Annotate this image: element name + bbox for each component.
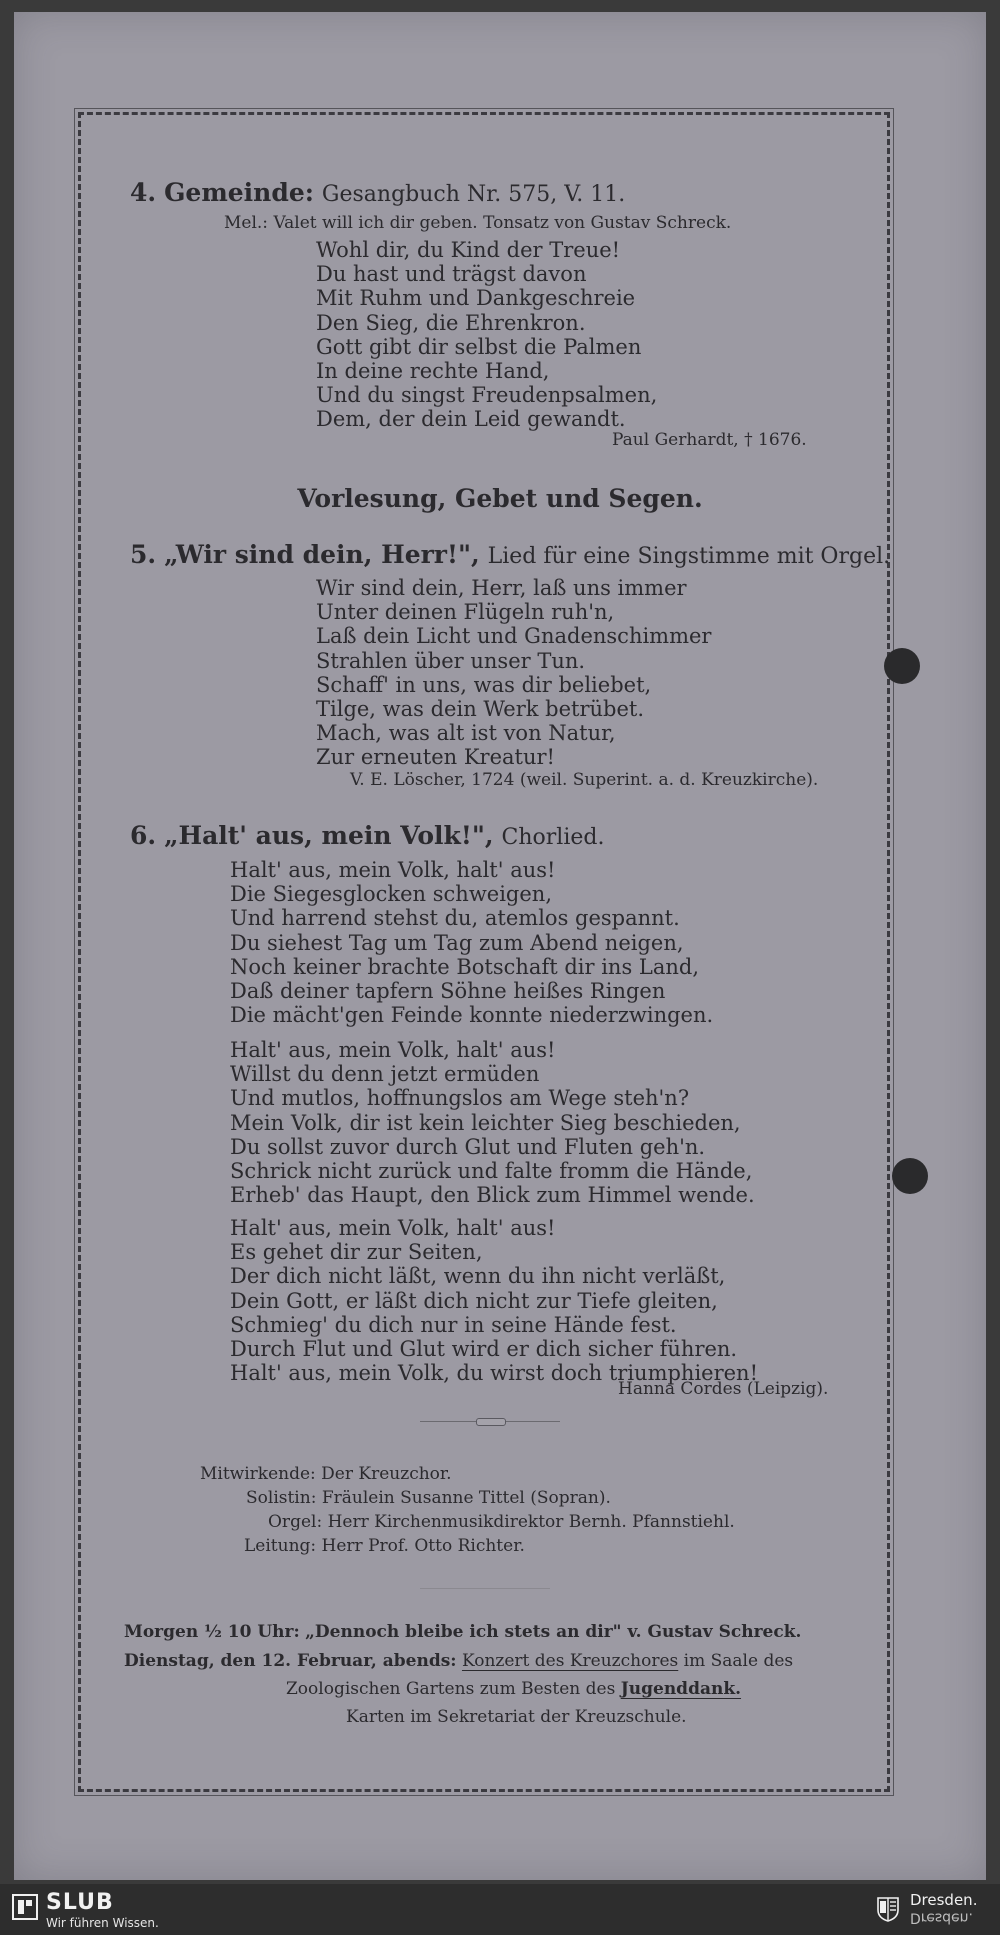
verse-line: Du siehest Tag um Tag zum Abend neigen, [230,930,684,955]
section-note: Gesangbuch Nr. 575, V. 11. [321,182,626,207]
verse-line: Mach, was alt ist von Natur, [316,721,616,746]
verse-line: Halt' aus, mein Volk, halt' aus! [230,1216,556,1240]
verse-line: Wir sind dein, Herr, laß uns immer [316,576,687,600]
verse-line: Halt' aus, mein Volk, du wirst doch triumphieren! [230,1361,759,1386]
verse-line: Daß deiner tapfern Söhne heißes Ringen [230,979,666,1003]
author-credit: Paul Gerhardt, † 1676. [612,430,807,450]
notice-tickets: Karten im Sekretariat der Kreuzschule. [346,1707,687,1727]
section-title: Gemeinde: [164,178,314,207]
notice-text: im Saale des [683,1651,794,1671]
verse-line: Du sollst zuvor durch Glut und Fluten geh'n. [230,1134,706,1159]
ornament-divider [420,1418,560,1426]
verse-line: Der dich nicht läßt, wenn du ihn nicht verläßt, [230,1264,726,1289]
concert-title: Konzert des Kreuzchores [461,1651,679,1671]
library-footer [0,1884,1000,1935]
verse-line: Gott gibt dir selbst die Palmen [316,334,642,359]
notice-date: , den 12. Februar, abends: [208,1651,457,1671]
section-number: 4. [130,178,157,207]
author-credit: Hanna Cordes (Leipzig). [618,1379,829,1399]
verse-line: Den Sieg, die Ehrenkron. [316,310,586,335]
verse-line: Schmieg' du dich nur in seine Hände fest. [230,1312,677,1337]
punch-hole [892,1158,928,1194]
verse-line: Mit Ruhm und Dankgeschreie [316,286,636,311]
verse-line: Dem, der dein Leid gewandt. [316,407,626,432]
verse-line: Strahlen über unser Tun. [316,648,586,673]
library-tagline: Wir führen Wissen. [46,1916,159,1930]
verse-line: Durch Flut und Glut wird er dich sicher führen. [230,1337,738,1361]
verse-line: Zur erneuten Kreatur! [316,745,555,770]
verse-line: Erheb' das Haupt, den Blick zum Himmel wende. [230,1183,755,1208]
city-name: Dresden. [910,1891,978,1909]
notice-morgen [124,1624,801,1641]
section-title: „Wir sind dein, Herr!", [164,540,480,569]
melody-line: Mel.: Valet will ich dir geben. Tonsatz von Gustav Schreck. [224,213,732,233]
divider [420,1588,550,1589]
notice-dienstag [124,1653,793,1670]
verse-line: In deine rechte Hand, [316,359,550,383]
notice-label: Morgen ½ 10 Uhr: [124,1622,300,1642]
beneficiary: Jugenddank. [620,1679,742,1699]
credit-line: Solistin: Fräulein Susanne Tittel (Sopran). [246,1488,611,1508]
credit-line: Mitwirkende: Der Kreuzchor. [200,1464,452,1484]
verse-line: Du hast und trägst davon [316,262,587,287]
punch-hole [884,648,920,684]
section-4-heading [130,180,625,206]
notice-line [286,1681,741,1698]
city-wordmark [910,1892,977,1924]
section-title: „Halt' aus, mein Volk!", [164,821,494,850]
verse-line: Unter deinen Flügeln ruh'n, [316,600,615,625]
verse-line: Und mutlos, hoffnungslos am Wege steh'n? [230,1086,690,1111]
dresden-crest-icon [876,1896,900,1922]
verse-line: Und harrend stehst du, atemlos gespannt. [230,906,680,931]
verse-line: Schrick nicht zurück und falte fromm die Hände, [230,1159,753,1183]
verse-line: Tilge, was dein Werk betrübet. [316,697,644,721]
credit-line: Leitung: Herr Prof. Otto Richter. [244,1536,525,1556]
verse-line: Die Siegesglocken schweigen, [230,882,553,907]
verse-line: Wohl dir, du Kind der Treue! [316,238,621,262]
notice-text: Zoologischen Gartens zum Besten des [286,1679,616,1699]
notice-label: Dienstag [124,1651,209,1671]
notice-text: „Dennoch bleibe ich stets an dir" v. Gustav Schreck. [305,1622,802,1642]
slub-logo-icon [12,1894,38,1920]
section-number: 6. [130,821,157,850]
verse-line: Laß dein Licht und Gnadenschimmer [316,624,712,649]
verse-line: Und du singst Freudenpsalmen, [316,383,658,408]
verse-line: Noch keiner brachte Botschaft dir ins Land, [230,954,700,979]
verse-line: Halt' aus, mein Volk, halt' aus! [230,858,556,882]
section-5-heading [130,542,890,568]
verse-line: Willst du denn jetzt ermüden [230,1062,540,1087]
library-name: SLUB [46,1890,114,1915]
interlude-heading: Vorlesung, Gebet und Segen. [297,484,703,513]
section-note: Chorlied. [501,825,605,850]
verse-line: Dein Gott, er läßt dich nicht zur Tiefe gleiten, [230,1288,718,1313]
section-note: Lied für eine Singstimme mit Orgel. [487,544,891,569]
verse-line: Die mächt'gen Feinde konnte niederzwingen. [230,1003,714,1028]
verse-line: Es gehet dir zur Seiten, [230,1240,483,1265]
section-number: 5. [130,540,157,569]
verse-line: Halt' aus, mein Volk, halt' aus! [230,1038,556,1062]
credit-line: Orgel: Herr Kirchenmusikdirektor Bernh. Pfannstiehl. [268,1512,735,1532]
verse-line: Mein Volk, dir ist kein leichter Sieg beschieden, [230,1110,741,1135]
verse-line: Schaff' in uns, was dir beliebet, [316,672,652,697]
author-credit: V. E. Löscher, 1724 (weil. Superint. a. d. Kreuzkirche). [350,770,819,790]
city-name-mirrored: Dresden. [910,1908,973,1925]
section-6-heading [130,823,604,849]
